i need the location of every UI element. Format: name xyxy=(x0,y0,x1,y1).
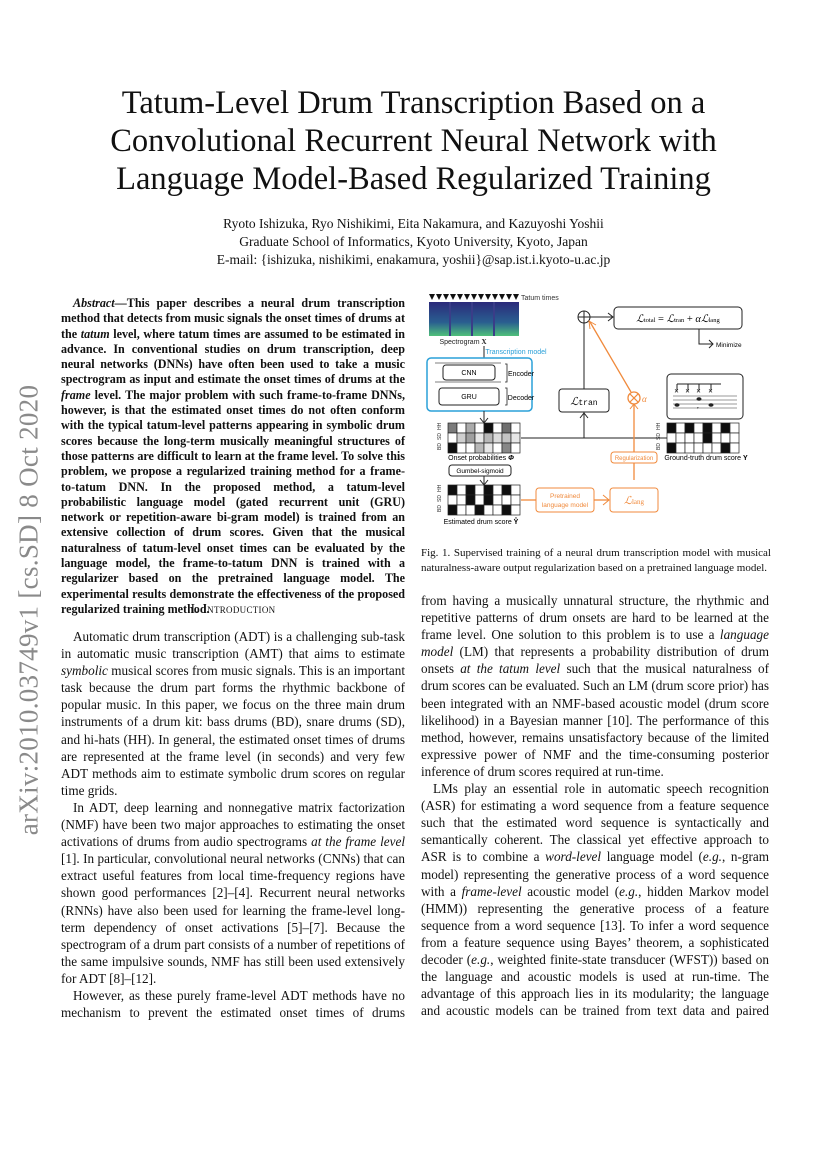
text: from having a musically unnatural structure, the rhythmic and repetitive patterns of drum onsets are hard to be learned at the frame level. One solution to this problem is to use a xyxy=(421,593,769,643)
abstract-text: This paper describes a neural drum transcription method that detects from music signals the onset times of drums at the xyxy=(61,296,405,341)
svg-text:SD: SD xyxy=(437,433,443,440)
paragraph xyxy=(61,987,405,1021)
svg-text:𝄾: 𝄾 xyxy=(697,406,699,412)
text: acoustic model ( xyxy=(521,883,620,899)
spectrogram-image xyxy=(429,302,519,336)
figure-caption: Fig. 1. Supervised training of a neural drum transcription model with musical naturalness-aware output regularization based on a pretrained language model. xyxy=(421,547,771,574)
svg-text:SD: SD xyxy=(656,433,662,440)
emphasis: symbolic xyxy=(61,663,108,679)
paragraph xyxy=(421,592,769,780)
arxiv-identifier: arXiv:2010.03749v1 [cs.SD] 8 Oct 2020 xyxy=(13,384,44,836)
text: , hidden Markov model (HMM)) representing the generative process of a feature sequence from a word sequence [13]. To infer a word sequence from a feature sequence using Bayes’ theorem, a sophisticated decoder ( xyxy=(421,883,769,967)
svg-text:Decoder: Decoder xyxy=(507,395,535,402)
text: However, as these purely frame-level ADT methods have no mechanism to prevent the estimated onset times of drums xyxy=(61,987,405,1021)
tatum-label: Tatum times xyxy=(521,295,559,302)
svg-text:ℒtran: ℒtran xyxy=(570,396,598,408)
svg-text:GRU: GRU xyxy=(461,394,477,401)
svg-text:SD: SD xyxy=(437,495,443,502)
author-block xyxy=(60,215,767,269)
abstract-text: level, where tatum times are assumed to be estimated in advance. In conventional studies on drum transcription, deep neural networks (DNNs) have often been used to take a music spectrogram as input and estimate the onset times of drums at the xyxy=(61,326,405,387)
paragraph xyxy=(421,780,769,1019)
svg-text:α: α xyxy=(642,394,647,404)
abstract-text: level. The major problem with such frame-to-frame DNNs, however, is that the estimated onset times do not often conform with the typical tatum-level patterns appearing in symbolic drum scores because the long-term musically meaningful structures of those patterns are difficult to learn at the frame level. To solve this problem, we propose a regularized training method for a frame-to-tatum DNN. In the proposed method, a tatum-level probabilistic language model (gated recurrent unit (GRU) network or repetition-aware bi-gram model) is trained from an extensive collection of drum scores. Given that the musical naturalness of tatum-level onset times can be evaluated by the language model, the frame-to-tatum DNN is trained with a regularizer based on the pretrained language model. The experimental results demonstrate the effectiveness of the proposed regularized training method. xyxy=(61,387,405,616)
abstract-label: Abstract xyxy=(73,296,115,310)
svg-text:ℒtotal = ℒtran + αℒlang: ℒtotal = ℒtran + αℒlang xyxy=(636,314,720,325)
affiliation: Graduate School of Informatics, Kyoto University, Kyoto, Japan xyxy=(239,234,588,249)
emphasis: e.g. xyxy=(471,951,491,967)
text: (LM) that represents a probability distribution of drum onsets xyxy=(421,644,769,677)
paragraph xyxy=(61,628,405,799)
email-line: E-mail: {ishizuka, nishikimi, enakamura, yoshii}@sap.ist.i.kyoto-u.ac.jp xyxy=(216,252,611,267)
svg-text:Onset probabilities Φ: Onset probabilities Φ xyxy=(448,455,514,462)
svg-text:Gumbel-sigmoid: Gumbel-sigmoid xyxy=(456,468,504,475)
emphasis: language model xyxy=(421,627,769,660)
text: Automatic drum transcription (ADT) is a challenging sub-task in automatic music transcription (AMT) that aims to estimate xyxy=(61,629,405,662)
arxiv-side-stamp xyxy=(6,360,52,860)
intro-left-column xyxy=(61,628,405,1021)
text: language model ( xyxy=(601,849,703,865)
title-line: Convolutional Recurrent Neural Network with xyxy=(110,123,717,159)
emphasis: at the tatum level xyxy=(460,661,561,677)
svg-text:BD: BD xyxy=(437,443,443,450)
text: , n-gram model) representing the generative process of a word sequence with a xyxy=(421,849,769,899)
author-names: Ryoto Ishizuka, Ryo Nishikimi, Eita Nakamura, and Kazuyoshi Yoshii xyxy=(223,216,604,231)
title-line: Tatum-Level Drum Transcription Based on a xyxy=(121,85,706,121)
abstract-dash: — xyxy=(114,296,127,310)
onset-probabilities-grid xyxy=(448,423,520,453)
svg-text:✕: ✕ xyxy=(685,389,691,395)
estimated-score-grid xyxy=(448,485,520,515)
text: In ADT, deep learning and nonnegative matrix factorization (NMF) have been two major approaches to estimating the onset activations of drums from audio spectrograms xyxy=(61,799,405,850)
abstract-emphasis: frame xyxy=(61,387,91,402)
paragraph xyxy=(61,799,405,987)
abstract xyxy=(61,296,405,617)
figure-1-diagram xyxy=(421,292,773,537)
tatum-markers xyxy=(429,294,519,300)
svg-text:BD: BD xyxy=(437,505,443,512)
emphasis: at the frame level xyxy=(311,834,405,850)
text: LMs play an essential role in automatic speech recognition (ASR) for estimating a word sequence from a feature sequence such that the estimated word sequence is syntactically and semantically coherent. The classical yet effective approach to ASR is to combine a xyxy=(421,781,769,865)
svg-text:Minimize: Minimize xyxy=(716,342,742,349)
section-heading-text: I. Introduction xyxy=(190,601,276,616)
title-line: Language Model-Based Regularized Training xyxy=(116,161,711,197)
svg-text:Spectrogram X: Spectrogram X xyxy=(439,338,487,346)
svg-text:✕: ✕ xyxy=(674,389,680,395)
svg-text:Estimated drum score Ŷ: Estimated drum score Ŷ xyxy=(443,519,519,526)
abstract-emphasis: tatum xyxy=(80,326,110,341)
svg-text:language model: language model xyxy=(541,502,589,509)
svg-text:Transcription model: Transcription model xyxy=(485,349,547,356)
svg-text:Encoder: Encoder xyxy=(507,371,535,378)
section-heading-introduction xyxy=(61,601,405,617)
svg-text:BD: BD xyxy=(656,443,662,450)
text: musical scores from music signals. This is an important task because the drum part forms the rhythmic backbone of popular music. In this paper, we focus on the three main drum instruments of a drum kit: bass drums (BD), snare drums (SD), and hi-hats (HH). In general, the estimated onset times of drums are represented at the frame level (in seconds) and very few ADT methods aim to estimate symbolic drum scores on regular time grids. xyxy=(61,663,405,798)
emphasis: e.g. xyxy=(702,849,722,865)
svg-text:HH: HH xyxy=(437,484,443,492)
svg-text:HH: HH xyxy=(656,422,662,430)
intro-right-column xyxy=(421,592,769,1019)
text: [1]. In particular, convolutional neural networks (CNNs) that can extract useful features from local time-frequency regions have shown good performances [2]–[4]. Recurrent neural networks (RNNs) have also been used for learning the frame-level long-term dependency of onset activations [5]–[7]. Because the spectrogram of a drum part consists of a number of repetitions of the same impulsive sounds, NMF has still been used extensively for ADT [8]–[12]. xyxy=(61,851,405,986)
ground-truth-grid xyxy=(667,423,739,453)
svg-text:Pretrained: Pretrained xyxy=(550,493,580,500)
text: such that the musical naturalness of drum scores can be evaluated. Such an LM (drum score prior) has been integrated with an NMF-based acoustic model (drum score likelihood) in a Bayesian manner [10]. The performance of this method, however, remains unsatisfactory because of the limited expressive power of NMF and the time-consuming posterior inference of drum scores required at run-time. xyxy=(421,661,769,779)
svg-text:✕: ✕ xyxy=(696,389,702,395)
emphasis: word-level xyxy=(545,849,602,865)
svg-text:CNN: CNN xyxy=(461,370,477,377)
svg-text:HH: HH xyxy=(437,422,443,430)
svg-text:Ground-truth drum score Y: Ground-truth drum score Y xyxy=(664,455,748,462)
svg-text:✕: ✕ xyxy=(708,389,714,395)
svg-text:ℒlang: ℒlang xyxy=(624,495,644,507)
emphasis: e.g. xyxy=(619,883,639,899)
paper-title xyxy=(60,84,767,198)
text: , weighted finite-state transducer (WFST)) based on the language and acoustic models is used at run-time. The advantage of this approach lies in its modularity; the language and acoustic models can be trained from text data and paired xyxy=(421,951,769,1019)
svg-text:Regularization: Regularization xyxy=(614,456,654,462)
emphasis: frame-level xyxy=(461,883,522,899)
